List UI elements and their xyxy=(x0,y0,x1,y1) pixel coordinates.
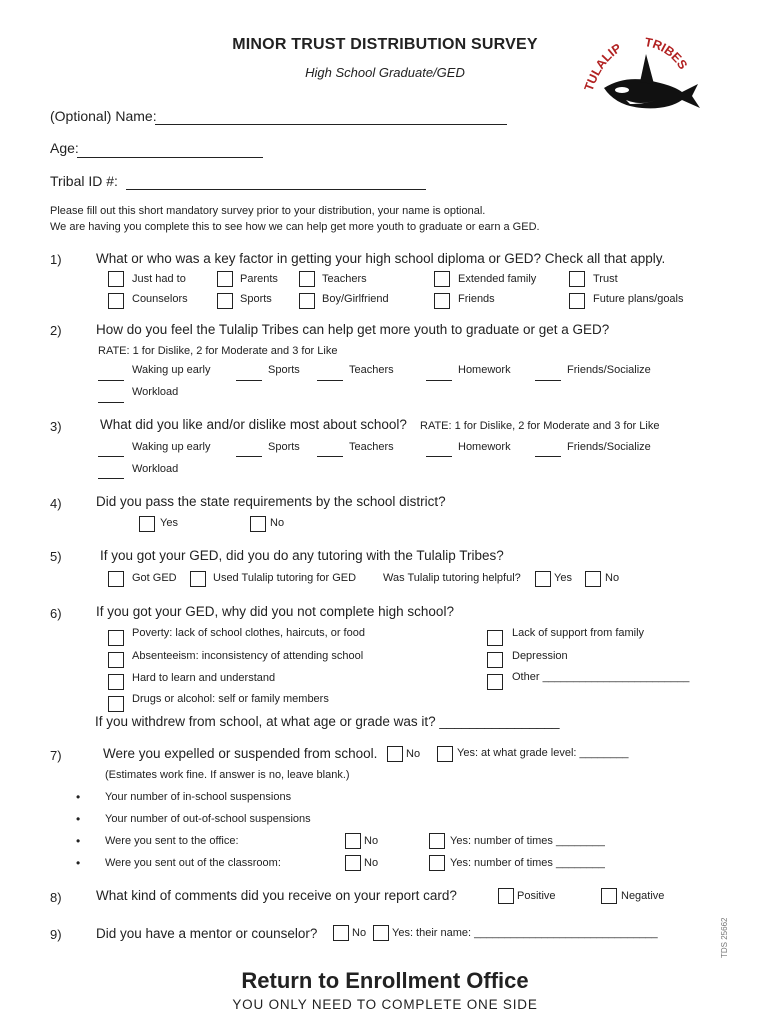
q9-checkbox-yes[interactable] xyxy=(373,925,389,941)
q7-office-checkbox-no[interactable] xyxy=(345,833,361,849)
q1-option-label: Sports xyxy=(240,293,272,305)
q1-checkbox-parents[interactable] xyxy=(217,271,233,287)
q7-office-yes-label: Yes: number of times ________ xyxy=(450,835,605,847)
q7-note: (Estimates work fine. If answer is no, leave blank.) xyxy=(105,769,350,781)
intro-line-2: We are having you complete this to see how we can help get more youth to graduate or earn a GED. xyxy=(50,221,540,233)
q1-option-label: Counselors xyxy=(132,293,188,305)
q1-checkbox-trust[interactable] xyxy=(569,271,585,287)
q2-rating-blank[interactable] xyxy=(98,380,124,381)
q6-checkbox-drugs-alcohol[interactable] xyxy=(108,696,124,712)
q2-rating-blank[interactable] xyxy=(98,402,124,403)
bullet-dot: • xyxy=(76,856,81,870)
q6-option-label: Hard to learn and understand xyxy=(132,672,276,684)
q5-text: If you got your GED, did you do any tutoring with the Tulalip Tribes? xyxy=(100,548,504,563)
q4-text: Did you pass the state requirements by the school district? xyxy=(96,494,446,509)
svg-text:TULALIP: TULALIP xyxy=(582,40,624,93)
q3-rating-blank[interactable] xyxy=(98,456,124,457)
age-label: Age: xyxy=(50,140,79,156)
q1-option-label: Just had to xyxy=(132,273,186,285)
q7-office-no-label: No xyxy=(364,835,379,847)
q8-option-label: Negative xyxy=(621,890,665,902)
q7-classroom-checkbox-yes[interactable] xyxy=(429,855,445,871)
q7-classroom-no-label: No xyxy=(364,857,379,869)
q1-option-label: Friends xyxy=(458,293,495,305)
q2-item-label: Friends/Socialize xyxy=(567,364,651,376)
q1-option-label: Teachers xyxy=(322,273,367,285)
q9-number: 9) xyxy=(50,927,62,942)
q6-option-label: Drugs or alcohol: self or family members xyxy=(132,693,329,705)
intro-line-1: Please fill out this short mandatory survey prior to your distribution, your name is optional. xyxy=(50,205,486,217)
q1-checkbox-boy-girlfriend[interactable] xyxy=(299,293,315,309)
bullet-dot: • xyxy=(76,834,81,848)
q2-rating-blank[interactable] xyxy=(426,380,452,381)
q1-option-label: Extended family xyxy=(458,273,537,285)
name-field[interactable] xyxy=(155,124,507,125)
q6-option-label: Depression xyxy=(512,650,568,662)
q9-text: Did you have a mentor or counselor? xyxy=(96,926,318,941)
q7-checkbox-no[interactable] xyxy=(387,746,403,762)
q2-rating-blank[interactable] xyxy=(236,380,262,381)
form-title: MINOR TRUST DISTRIBUTION SURVEY xyxy=(232,36,538,53)
q5-option-label: Got GED xyxy=(132,572,177,584)
svg-text:TRIBES: TRIBES xyxy=(643,35,691,72)
q1-checkbox-future-plans[interactable] xyxy=(569,293,585,309)
bullet-dot: • xyxy=(76,812,81,826)
q5-checkbox-yes[interactable] xyxy=(535,571,551,587)
q5-no-label: No xyxy=(605,572,620,584)
q1-checkbox-extended-family[interactable] xyxy=(434,271,450,287)
q2-number: 2) xyxy=(50,323,62,338)
q6-checkbox-lack-of-support[interactable] xyxy=(487,630,503,646)
q3-item-label: Friends/Socialize xyxy=(567,441,651,453)
q2-item-label: Workload xyxy=(132,386,179,398)
q3-item-label: Teachers xyxy=(349,441,394,453)
return-instruction: Return to Enrollment Office xyxy=(241,968,529,993)
q2-item-label: Homework xyxy=(458,364,511,376)
q7-office-checkbox-yes[interactable] xyxy=(429,833,445,849)
q8-checkbox-positive[interactable] xyxy=(498,888,514,904)
q2-rating-blank[interactable] xyxy=(535,380,561,381)
q9-no-label: No xyxy=(352,927,367,939)
q3-item-label: Sports xyxy=(268,441,300,453)
q1-text: What or who was a key factor in getting your high school diploma or GED? Check all that apply. xyxy=(96,251,666,266)
q4-checkbox-yes[interactable] xyxy=(139,516,155,532)
q1-checkbox-counselors[interactable] xyxy=(108,293,124,309)
q6-checkbox-poverty[interactable] xyxy=(108,630,124,646)
q2-item-label: Sports xyxy=(268,364,300,376)
q3-rating-blank[interactable] xyxy=(236,456,262,457)
q4-option-label: No xyxy=(270,517,285,529)
q6-checkbox-hard-to-learn[interactable] xyxy=(108,674,124,690)
q6-checkbox-depression[interactable] xyxy=(487,652,503,668)
form-subtitle: High School Graduate/GED xyxy=(305,65,465,80)
q8-text: What kind of comments did you receive on your report card? xyxy=(96,888,457,903)
q6-option-label: Lack of support from family xyxy=(512,627,645,639)
form-code: TDS 25662 xyxy=(720,917,729,958)
q7-classroom-checkbox-no[interactable] xyxy=(345,855,361,871)
q3-item-label: Homework xyxy=(458,441,511,453)
q4-option-label: Yes xyxy=(160,517,178,529)
q5-yes-label: Yes xyxy=(554,572,572,584)
q6-withdraw-question: If you withdrew from school, at what age or grade was it? ________________ xyxy=(95,714,560,729)
one-side-note: YOU ONLY NEED TO COMPLETE ONE SIDE xyxy=(232,997,538,1012)
q6-checkbox-absenteeism[interactable] xyxy=(108,652,124,668)
q9-yes-label: Yes: their name: ______________________________ xyxy=(392,927,658,939)
q3-rating-blank[interactable] xyxy=(535,456,561,457)
q8-number: 8) xyxy=(50,890,62,905)
q9-checkbox-no[interactable] xyxy=(333,925,349,941)
q5-checkbox-no[interactable] xyxy=(585,571,601,587)
q1-checkbox-friends[interactable] xyxy=(434,293,450,309)
q4-number: 4) xyxy=(50,496,62,511)
q6-option-label: Poverty: lack of school clothes, haircuts, or food xyxy=(132,627,365,639)
q5-number: 5) xyxy=(50,549,62,564)
q3-number: 3) xyxy=(50,419,62,434)
q7-bullet-label: Your number of in-school suspensions xyxy=(105,791,292,803)
q3-text: What did you like and/or dislike most about school? xyxy=(100,417,407,432)
bullet-dot: • xyxy=(76,790,81,804)
q6-checkbox-other[interactable] xyxy=(487,674,503,690)
q1-checkbox-just-had-to[interactable] xyxy=(108,271,124,287)
q2-text: How do you feel the Tulalip Tribes can help get more youth to graduate or get a GED? xyxy=(96,322,610,337)
age-field[interactable] xyxy=(77,157,263,158)
q1-option-label: Boy/Girlfriend xyxy=(322,293,389,305)
tribal-id-label: Tribal ID #: xyxy=(50,173,118,189)
q3-rating-blank[interactable] xyxy=(98,478,124,479)
q3-item-label: Workload xyxy=(132,463,179,475)
q8-checkbox-negative[interactable] xyxy=(601,888,617,904)
q7-no-label: No xyxy=(406,748,421,760)
name-label: (Optional) Name: xyxy=(50,108,157,124)
q1-option-label: Future plans/goals xyxy=(593,293,684,305)
q1-checkbox-sports[interactable] xyxy=(217,293,233,309)
q7-classroom-yes-label: Yes: number of times ________ xyxy=(450,857,605,869)
q2-item-label: Teachers xyxy=(349,364,394,376)
tribal-id-field[interactable] xyxy=(126,189,426,190)
q7-bullet-label: Your number of out-of-school suspensions xyxy=(105,813,311,825)
q1-checkbox-teachers[interactable] xyxy=(299,271,315,287)
q5-option-label: Used Tulalip tutoring for GED xyxy=(213,572,357,584)
q1-option-label: Parents xyxy=(240,273,278,285)
q7-text: Were you expelled or suspended from school. xyxy=(103,746,378,761)
q7-yes-grade-label: Yes: at what grade level: ________ xyxy=(457,747,629,759)
q3-item-label: Waking up early xyxy=(132,441,211,453)
tulalip-logo xyxy=(582,34,704,120)
q3-rating-blank[interactable] xyxy=(426,456,452,457)
q2-rate-instructions: RATE: 1 for Dislike, 2 for Moderate and 3 for Like xyxy=(98,345,338,357)
q6-option-label: Other ________________________ xyxy=(512,671,690,683)
q6-option-label: Absenteeism: inconsistency of attending school xyxy=(132,650,364,662)
q7-number: 7) xyxy=(50,748,62,763)
q7-bullet-label: Were you sent to the office: xyxy=(105,835,239,847)
q5-helpful-label: Was Tulalip tutoring helpful? xyxy=(383,572,521,584)
q7-bullet-label: Were you sent out of the classroom: xyxy=(105,857,281,869)
q2-item-label: Waking up early xyxy=(132,364,211,376)
q8-option-label: Positive xyxy=(517,890,556,902)
q5-checkbox-used-tutoring[interactable] xyxy=(190,571,206,587)
q6-text: If you got your GED, why did you not complete high school? xyxy=(96,604,454,619)
q4-checkbox-no[interactable] xyxy=(250,516,266,532)
q6-number: 6) xyxy=(50,606,62,621)
q1-number: 1) xyxy=(50,252,62,267)
q2-rating-blank[interactable] xyxy=(317,380,343,381)
q7-checkbox-yes[interactable] xyxy=(437,746,453,762)
q5-checkbox-got-ged[interactable] xyxy=(108,571,124,587)
q3-rate-instructions: RATE: 1 for Dislike, 2 for Moderate and 3 for Like xyxy=(420,420,660,432)
q3-rating-blank[interactable] xyxy=(317,456,343,457)
q1-option-label: Trust xyxy=(593,273,618,285)
